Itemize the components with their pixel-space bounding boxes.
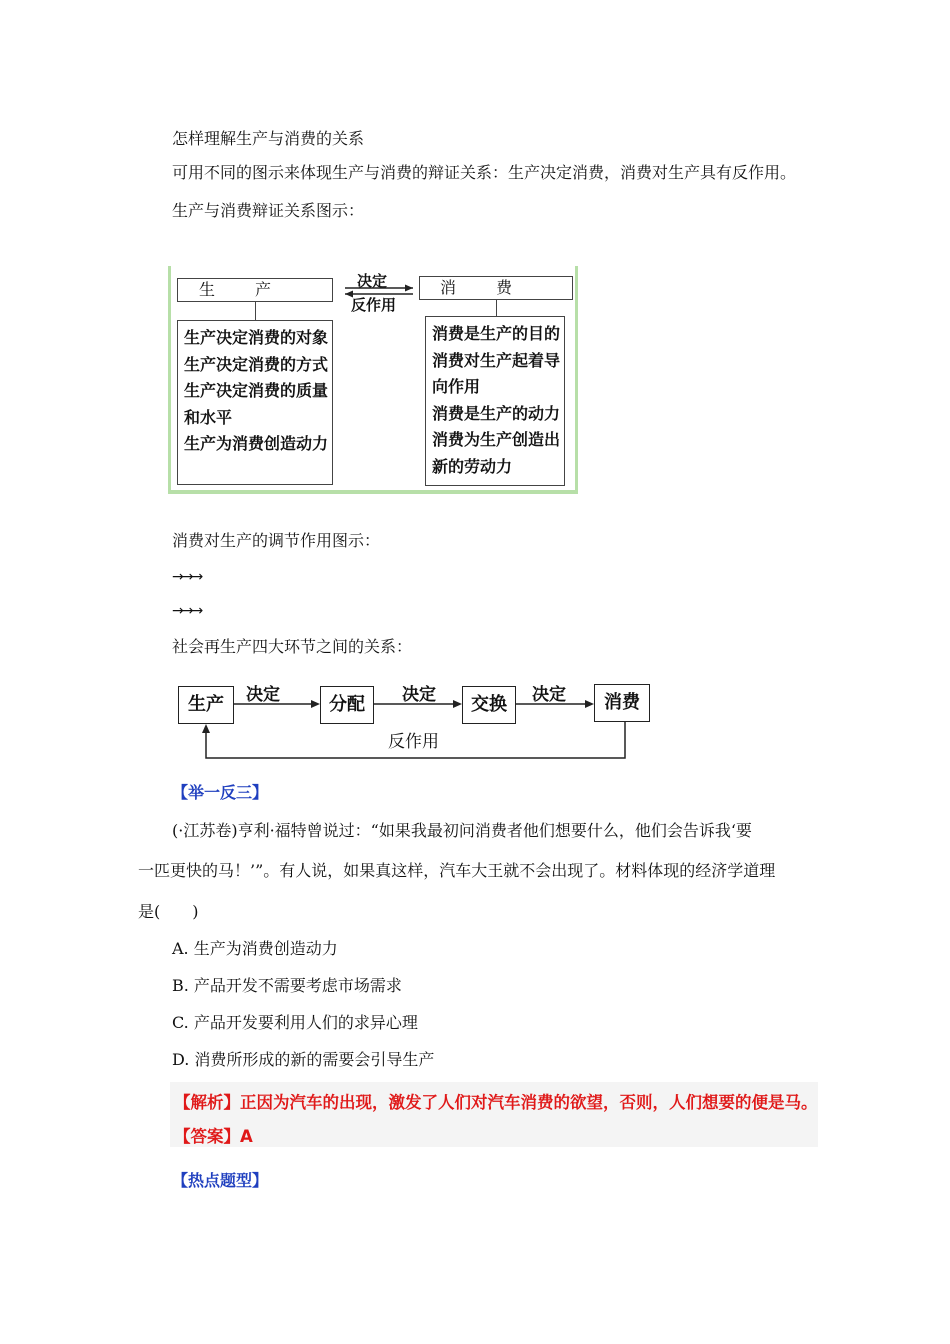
consumption-header: 消费 [419,276,573,300]
production-header: 生产 [177,278,333,302]
production-item: 生产为消费创造动力 [184,434,329,453]
consumption-item: 消费是生产的动力 [432,403,561,423]
question-line: 一匹更快的马！’”。有人说，如果真这样，汽车大王就不会出现了。材料体现的经济学道理 [138,861,776,880]
question-line: (·江苏卷)亨利·福特曾说过：“如果我最初问消费者他们想要什么，他们会告诉我‘要 [172,821,752,840]
edge-label-decide: 决定 [402,685,436,705]
connector-line [496,300,497,316]
intro-line: 可用不同的图示来体现生产与消费的辩证关系：生产决定消费，消费对生产具有反作用。 [172,163,797,182]
arrow-sequence: →→→ [172,569,202,585]
section-label: 【举一反三】 [172,783,269,802]
production-list [177,320,333,485]
consumption-item: 消费是生产的目的 [432,324,561,343]
arrow-label-decide: 决定 [357,272,388,290]
hot-topic-label: 【热点题型】 [172,1171,269,1190]
edge-label-decide: 决定 [246,685,280,705]
diagram2-caption: 消费对生产的调节作用图示： [172,531,381,550]
production-item: 和水平 [184,407,233,427]
arrow-label-react: 反作用 [351,296,397,314]
question-line: 是( ) [138,902,199,921]
connector-line [255,302,256,320]
consumption-item: 消费对生产起着导 [432,350,561,370]
analysis-text: 【解析】正因为汽车的出现，激发了人们对汽车消费的欲望，否则，人们想要的便是马。 [174,1093,818,1112]
arrow-sequence: →→→ [172,603,202,619]
node-consumption: 消费 [594,684,650,722]
answer-text: 【答案】A [174,1127,253,1146]
diagram3-caption: 社会再生产四大环节之间的关系： [172,637,413,656]
analysis-box [170,1082,818,1148]
reproduction-cycle-diagram [170,676,660,772]
production-item: 生产决定消费的方式 [184,354,329,374]
option-a: A. 生产为消费创造动力 [172,939,338,958]
option-b: B. 产品开发不需要考虑市场需求 [172,976,402,995]
diagram1-caption: 生产与消费辩证关系图示： [172,201,365,220]
consumption-item: 向作用 [432,377,481,396]
node-production: 生产 [178,686,234,724]
production-item: 生产决定消费的对象 [184,328,329,347]
option-c: C. 产品开发要利用人们的求异心理 [172,1013,418,1032]
heading: 怎样理解生产与消费的关系 [172,129,365,148]
edge-label-decide: 决定 [532,685,566,705]
node-distribution: 分配 [320,686,374,724]
production-consumption-diagram [168,266,578,494]
production-item: 生产决定消费的质量 [184,381,329,400]
edge-label-feedback: 反作用 [384,727,443,752]
consumption-item: 消费为生产创造出 [432,430,561,449]
node-exchange: 交换 [462,686,516,724]
consumption-item: 新的劳动力 [432,456,513,476]
option-d: D. 消费所形成的新的需要会引导生产 [172,1050,435,1069]
consumption-list [425,316,565,486]
